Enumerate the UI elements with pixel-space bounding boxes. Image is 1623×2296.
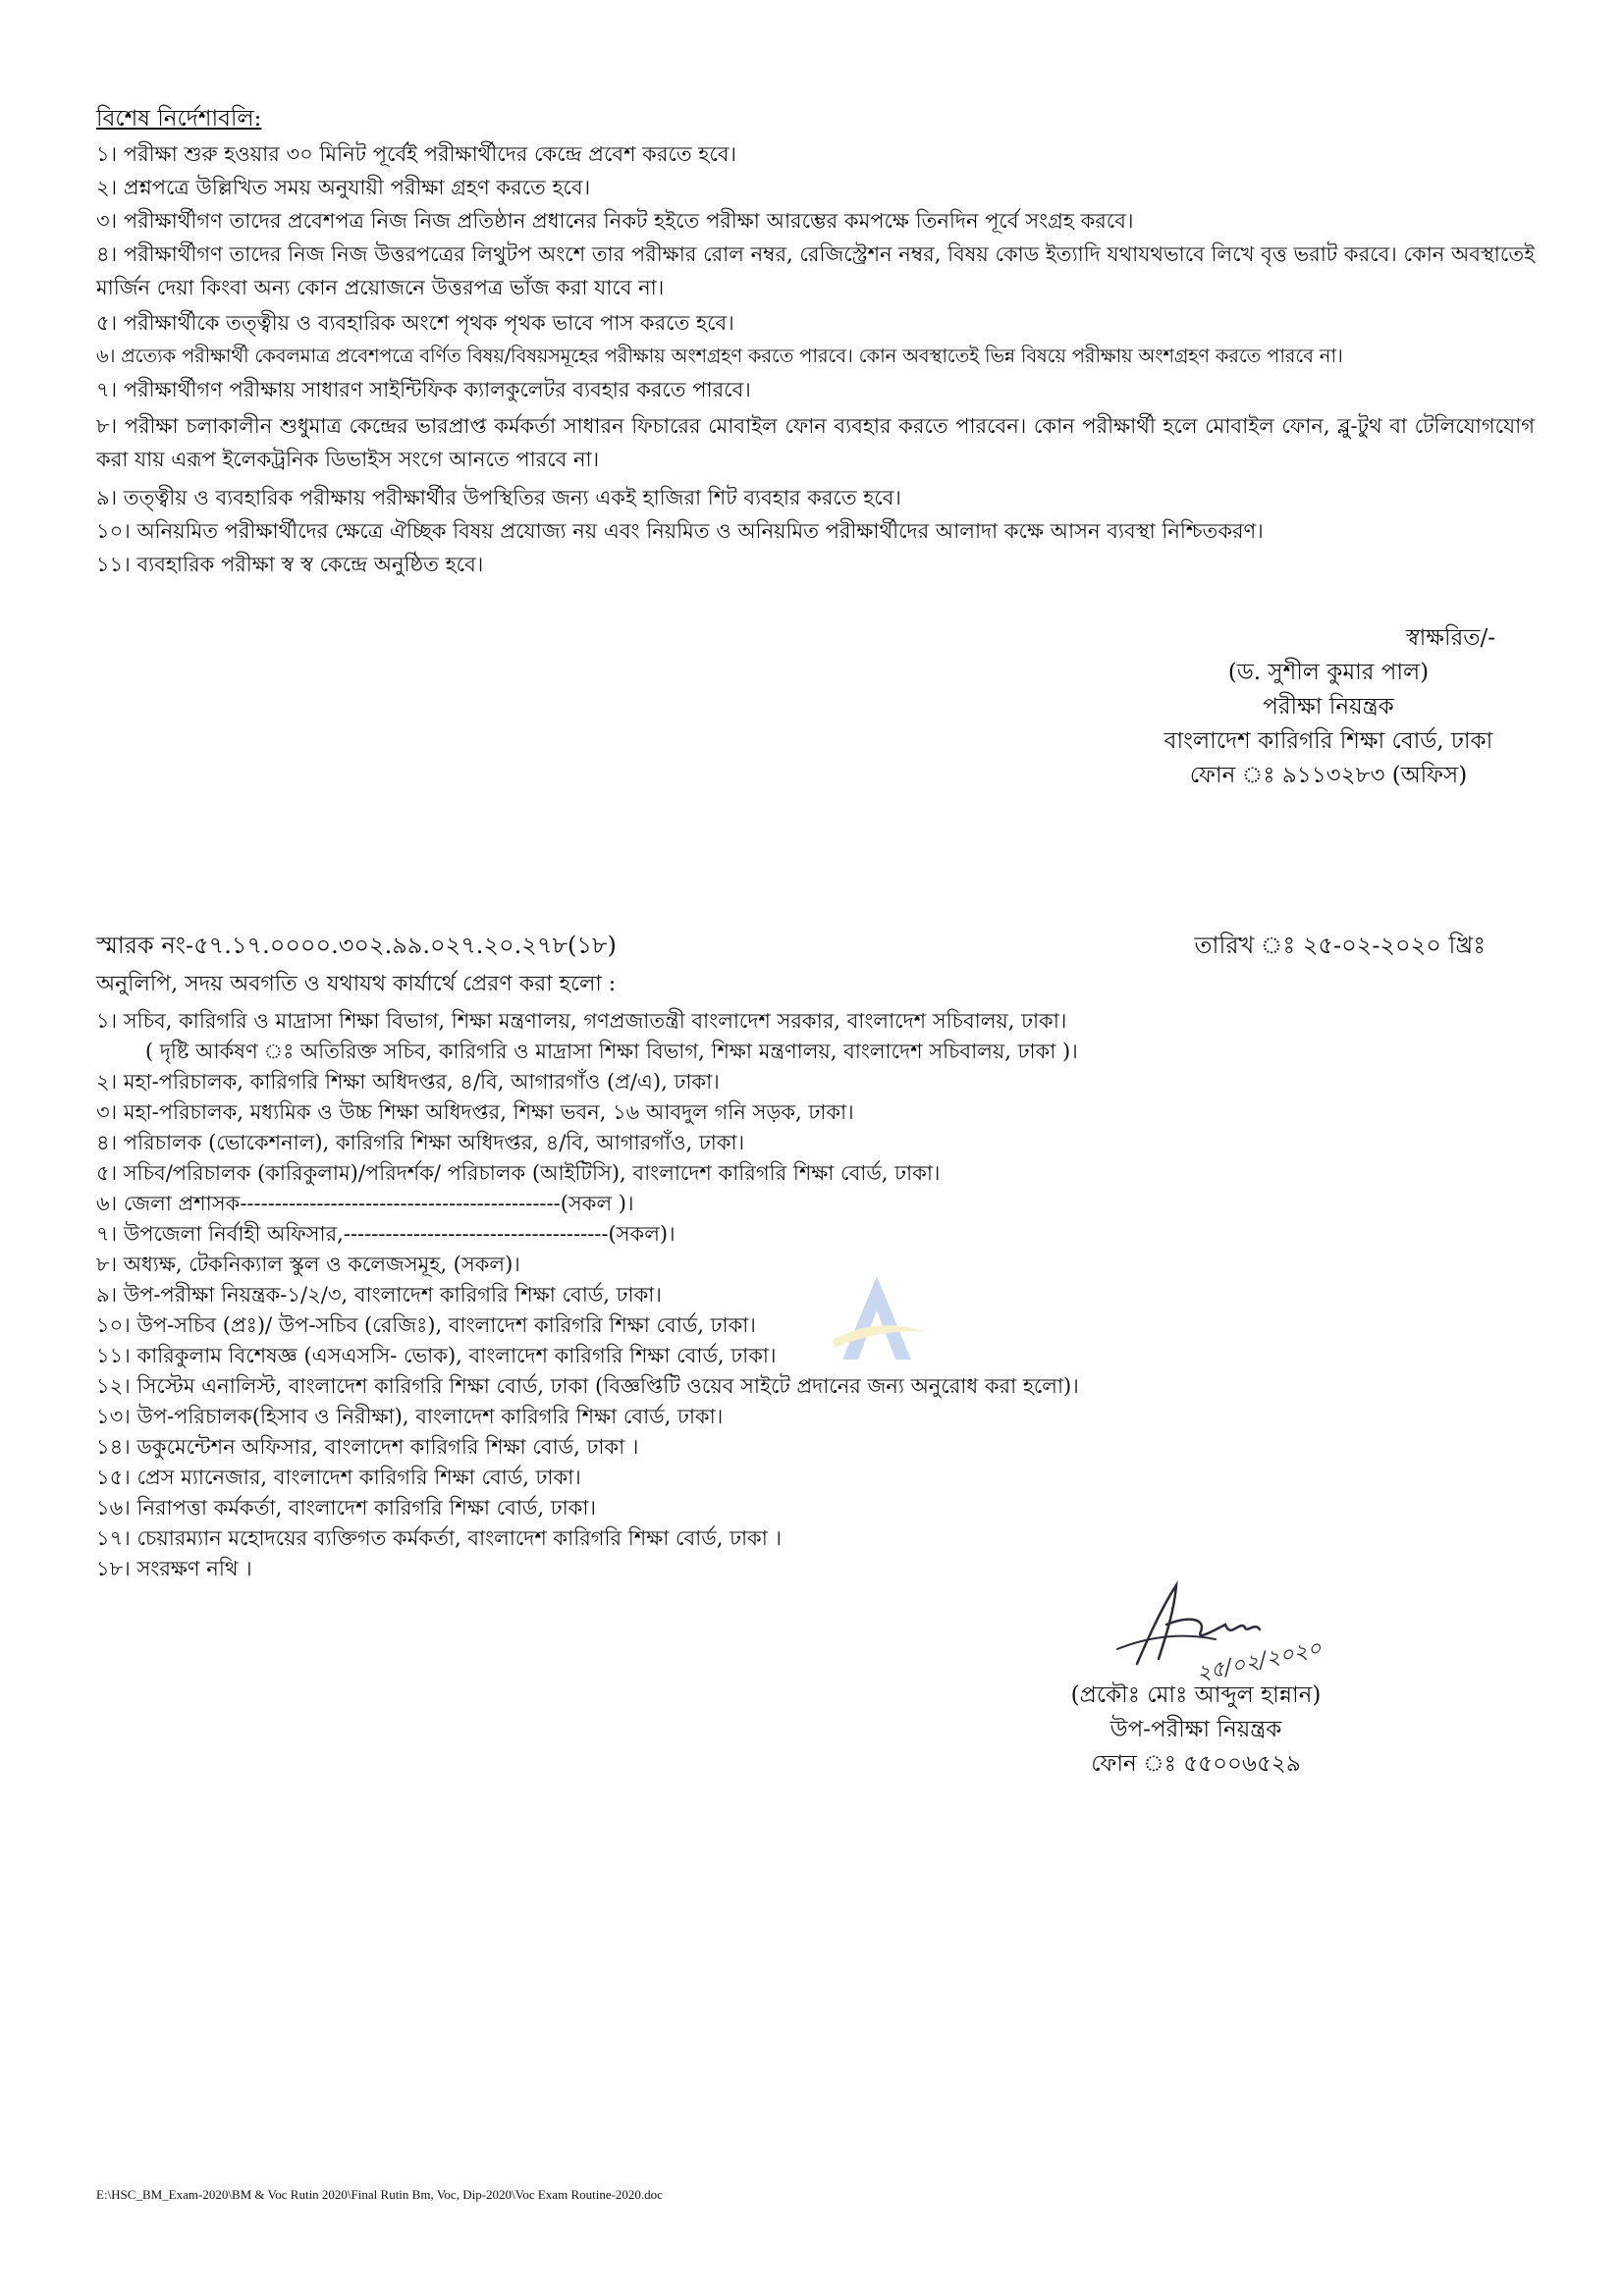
instruction-item: ৯। তত্ত্বীয় ও ব্যবহারিক পরীক্ষায় পরীক্ষার্থীর উপস্থিতির জন্য একই হাজিরা শিট ব্যবহার করতে হবে। [96, 486, 901, 509]
signatory-office: বাংলাদেশ কারিগরি শিক্ষা বোর্ড, ঢাকা [1163, 728, 1493, 754]
signatory-designation: পরীক্ষা নিয়ন্ত্রক [1263, 694, 1394, 720]
distribution-item: ৬। জেলা প্রশাসক----------------------------------------------(সকল )। [96, 1192, 634, 1215]
instruction-item: ৫। পরীক্ষার্থীকে তত্ত্বীয় ও ব্যবহারিক অংশে পৃথক পৃথক ভাবে পাস করতে হবে। [96, 311, 734, 335]
distribution-item: ১২। সিস্টেম এনালিস্ট, বাংলাদেশ কারিগরি শিক্ষা বোর্ড, ঢাকা (বিজ্ঞপ্তিটি ওয়েব সাইটে প্রদানের জন্য অনুরোধ করা হলো)। [96, 1374, 1079, 1398]
file-path-footer: E:\HSC_BM_Exam-2020\BM & Voc Rutin 2020\Final Rutin Bm, Voc, Dip-2020\Voc Exam Routine-2020.doc [96, 2187, 663, 2202]
distribution-item: ১৫। প্রেস ম্যানেজার, বাংলাদেশ কারিগরি শিক্ষা বোর্ড, ঢাকা। [96, 1466, 581, 1489]
distribution-item: ৮। অধ্যক্ষ, টেকনিক্যাল স্কুল ও কলেজসমূহ, (সকল)। [96, 1253, 520, 1276]
instruction-item: ১০। অনিয়মিত পরীক্ষার্থীদের ক্ষেত্রে ঐচ্ছিক বিষয় প্রযোজ্য নয় এবং নিয়মিত ও অনিয়মিত পরীক্ষার্থীদের আলাদা কক্ষে আসন ব্যবস্থা নিশ্চিতকরণ। [96, 519, 1264, 543]
distribution-item: ১০। উপ-সচিব (প্রঃ)/ উপ-সচিব (রেজিঃ), বাংলাদেশ কারিগরি শিক্ষা বোর্ড, ঢাকা। [96, 1313, 756, 1337]
distribution-item: ৫। সচিব/পরিচালক (কারিকুলাম)/পরিদর্শক/ পরিচালক (আইটিসি), বাংলাদেশ কারিগরি শিক্ষা বোর্ড, ঢাকা। [96, 1161, 941, 1185]
instruction-item: ৩। পরীক্ষার্থীগণ তাদের প্রবেশপত্র নিজ নিজ প্রতিষ্ঠান প্রধানের নিকট হইতে পরীক্ষা আরম্ভের কমপক্ষে তিনদিন পূর্বে সংগ্রহ করবে। [96, 209, 1134, 233]
distribution-item: ২। মহা-পরিচালক, কারিগরি শিক্ষা অধিদপ্তর, ৪/বি, আগারগাঁও (প্র/এ), ঢাকা। [96, 1070, 720, 1094]
distribution-item: ১১। কারিকুলাম বিশেষজ্ঞ (এসএসসি- ভোক), বাংলাদেশ কারিগরি শিক্ষা বোর্ড, ঢাকা। [96, 1344, 777, 1367]
instruction-item: ৭। পরীক্ষার্থীগণ পরীক্ষায় সাধারণ সাইন্টিফিক ক্যালকুলেটর ব্যবহার করতে পারবে। [96, 378, 751, 401]
memo-date: তারিখ ঃ ২৫-০২-২০২০ খ্রিঃ [1194, 932, 1486, 959]
signature-block-deputy [990, 1571, 1402, 1782]
instruction-item: ১। পরীক্ষা শুরু হওয়ার ৩০ মিনিট পূর্বেই পরীক্ষার্থীদের কেন্দ্রে প্রবেশ করতে হবে। [96, 142, 736, 166]
watermark-logo-icon [823, 1271, 931, 1373]
signed-mark: স্বাক্ষরিত/- [1405, 625, 1495, 651]
instruction-item: ২। প্রশ্নপত্রে উল্লিখিত সময় অনুযায়ী পরীক্ষা গ্রহণ করতে হবে। [96, 176, 591, 199]
instruction-item: ৪। পরীক্ষার্থীগণ তাদের নিজ নিজ উত্তরপত্রের লিথুটপ অংশে তার পরীক্ষার রোল নম্বর, রেজিস্ট্রেশন নম্বর, বিষয় কোড ইত্যাদি যথাযথভাবে লিখে বৃত্ত ভরাট করবে। কোন অবস্থাতেই মার্জিন দেয়া কিংবা অন্য কোন প্রয়োজনে উত্তরপত্র ভাঁজ করা যাবে না। [96, 242, 1535, 299]
signature-block-controller [1122, 621, 1535, 793]
instruction-item: ৬। প্রত্যেক পরীক্ষার্থী কেবলমাত্র প্রবেশপত্রে বর্ণিত বিষয়/বিষয়সমূহের পরীক্ষায় অংশগ্রহণ করতে পারবে। কোন অবস্থাতেই ভিন্ন বিষয়ে পরীক্ষায় অংশগ্রহণ করতে পারবে না। [96, 345, 1343, 367]
distribution-item: ১। সচিব, কারিগরি ও মাদ্রাসা শিক্ষা বিভাগ, শিক্ষা মন্ত্রণালয়, গণপ্রজাতন্ত্রী বাংলাদেশ সরকার, বাংলাদেশ সচিবালয়, ঢাকা। [96, 1009, 1067, 1033]
distribution-item: ১৪। ডকুমেন্টেশন অফিসার, বাংলাদেশ কারিগরি শিক্ষা বোর্ড, ঢাকা । [96, 1435, 639, 1459]
distribution-item: ( দৃষ্টি আর্কষণ ঃ অতিরিক্ত সচিব, কারিগরি ও মাদ্রাসা শিক্ষা বিভাগ, শিক্ষা মন্ত্রণালয়, বাংলাদেশ সচিবালয়, ঢাকা )। [145, 1040, 1078, 1063]
distribution-item: ৯। উপ-পরীক্ষা নিয়ন্ত্রক-১/২/৩, বাংলাদেশ কারিগরি শিক্ষা বোর্ড, ঢাকা। [96, 1283, 662, 1307]
memo-number: স্মারক নং-৫৭.১৭.০০০০.৩০২.৯৯.০২৭.২০.২৭৮(১৮) [96, 932, 617, 959]
instruction-item: ৮। পরীক্ষা চলাকালীন শুধুমাত্র কেন্দ্রের ভারপ্রাপ্ত কর্মকর্তা সাধারন ফিচারের মোবাইল ফোন ব্যবহার করতে পারবেন। কোন পরীক্ষার্থী হলে মোবাইল ফোন, ব্লু-টুথ বা টেলিযোগযোগ করা যায় এরূপ ইলেকট্রনিক ডিভাইস সংগে আনতে পারবে না। [96, 414, 1535, 471]
instruction-item: ১১। ব্যবহারিক পরীক্ষা স্ব স্ব কেন্দ্রে অনুষ্ঠিত হবে। [96, 553, 484, 576]
signatory-phone: ফোন ঃ ৯১১৩২৮৩ (অফিস) [1189, 763, 1468, 788]
distribution-item: ১৭। চেয়ারম্যান মহোদয়ের ব্যক্তিগত কর্মকর্তা, বাংলাদেশ কারিগরি শিক্ষা বোর্ড, ঢাকা । [96, 1526, 783, 1550]
deputy-phone: ফোন ঃ ৫৫০০৬৫২৯ [1091, 1751, 1301, 1777]
distribution-item: ৪। পরিচালক (ভোকেশনাল), কারিগরি শিক্ষা অধিদপ্তর, ৪/বি, আগারগাঁও, ঢাকা। [96, 1131, 745, 1154]
copy-intro: অনুলিপি, সদয় অবগতি ও যথাযথ কার্যার্থে প্রেরণ করা হলো : [96, 972, 617, 996]
distribution-item: ১৮। সংরক্ষণ নথি । [96, 1557, 252, 1580]
distribution-item: ৩। মহা-পরিচালক, মধ্যমিক ও উচ্চ শিক্ষা অধিদপ্তর, শিক্ষা ভবন, ১৬ আবদুল গনি সড়ক, ঢাকা। [96, 1100, 854, 1124]
instructions-heading: বিশেষ নির্দেশাবলি: [96, 106, 262, 132]
distribution-item: ১৬। নিরাপত্তা কর্মকর্তা, বাংলাদেশ কারিগরি শিক্ষা বোর্ড, ঢাকা। [96, 1496, 596, 1520]
handwritten-date: ২৫/০২/২০২০ [1194, 1635, 1325, 1687]
deputy-designation: উপ-পরীক্ষা নিয়ন্ত্রক [1109, 1717, 1282, 1742]
deputy-name: (প্রকৌঃ মোঃ আব্দুল হান্নান) [1070, 1682, 1322, 1708]
distribution-item: ৭। উপজেলা নির্বাহী অফিসার,--------------------------------------(সকল)। [96, 1222, 676, 1246]
distribution-item: ১৩। উপ-পরিচালক(হিসাব ও নিরীক্ষা), বাংলাদেশ কারিগরি শিক্ষা বোর্ড, ঢাকা। [96, 1405, 724, 1428]
signatory-name: (ড. সুশীল কুমার পাল) [1227, 660, 1430, 685]
